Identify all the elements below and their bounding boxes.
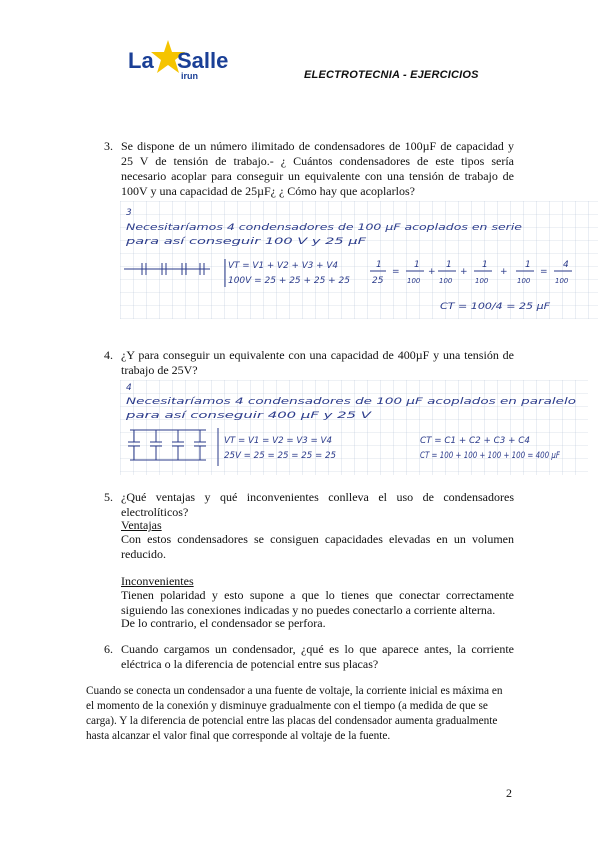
ventajas-text: Con estos condensadores se consiguen capacidades elevadas en un volumen reducido. <box>121 532 514 561</box>
svg-text:100: 100 <box>407 277 421 285</box>
logo-text-salle: Salle <box>177 48 229 73</box>
document-title: ELECTROTECNIA - EJERCICIOS <box>304 69 479 81</box>
hand-line-1: Necesitaríamos 4 condensadores de 100 µF acoplados en serie <box>126 223 523 233</box>
svg-text:100: 100 <box>475 277 489 285</box>
svg-text:+: + <box>500 267 508 277</box>
svg-text:25: 25 <box>372 276 384 286</box>
svg-text:100: 100 <box>439 277 453 285</box>
ventajas-label: Ventajas <box>121 518 162 532</box>
inconvenientes-text: Tienen polaridad y esto supone a que lo tienes que conectar correctamente siguiendo las conexiones indicadas y no puedes conectarlo a corriente alterna. <box>121 588 514 617</box>
hand-ct: CT = 100/4 = 25 µF <box>440 302 552 312</box>
svg-text:1: 1 <box>376 260 382 270</box>
la-salle-logo <box>128 38 238 83</box>
logo-text-la: La <box>128 48 154 73</box>
question-3-text: Se dispone de un número ilimitado de condensadores de 100µF de capacidad y 25 V de tensión de trabajo.- ¿ Cuántos condensadores de este tipos sería necesario acoplar para conseguir un equivalente con una tensión de trabajo de 100V y una capacidad de 25µF¿ ¿ Cómo hay que acoplarlos? <box>121 139 514 198</box>
question-5-text: ¿Qué ventajas y qué inconvenientes conlleva el uso de condensadores electrolíticos? <box>121 490 514 519</box>
inconvenientes-label: Inconvenientes <box>121 574 194 588</box>
svg-text:+: + <box>428 267 436 277</box>
hand-eq-3: CT = C1 + C2 + C3 + C4 <box>420 436 531 446</box>
svg-text:=: = <box>540 267 548 277</box>
hand-line-2: para así conseguir 100 V y 25 µF <box>124 237 368 247</box>
svg-text:=: = <box>392 267 400 277</box>
hand-eq-2: 25V = 25 = 25 = 25 = 25 <box>224 451 337 461</box>
handwritten-answer-3 <box>120 201 598 319</box>
question-4-number: 4. <box>104 348 113 362</box>
hand-line-1: Necesitaríamos 4 condensadores de 100 µF acoplados en paralelo <box>126 397 577 407</box>
hand-eq-4: CT = 100 + 100 + 100 + 100 = 400 µF <box>420 451 561 461</box>
question-3-number: 3. <box>104 139 113 153</box>
svg-text:+: + <box>460 267 468 277</box>
handwritten-answer-4 <box>120 380 588 475</box>
hand-eq-2: 100V = 25 + 25 + 25 + 25 <box>228 276 351 286</box>
answer-paragraph: Cuando se conecta un condensador a una fuente de voltaje, la corriente inicial es máxima en el momento de la conexión y disminuye gradualmente con el tiempo (a medida de que se carga). Y la diferencia de potencial entre las placas del condensador aumenta gradualmente hasta alcanzar el valor final que corresponde al voltaje de la fuente. <box>86 685 503 742</box>
hand-eq-1: VT = V1 = V2 = V3 = V4 <box>224 436 333 446</box>
svg-text:100: 100 <box>517 277 531 285</box>
question-5-number: 5. <box>104 490 113 504</box>
svg-text:100: 100 <box>555 277 569 285</box>
svg-text:1: 1 <box>414 260 420 270</box>
hand-number: 4 <box>126 383 132 393</box>
question-6-number: 6. <box>104 642 113 656</box>
inconvenientes-text-2: De lo contrario, el condensador se perfora. <box>121 616 326 630</box>
svg-text:1: 1 <box>482 260 488 270</box>
hand-eq-1: VT = V1 + V2 + V3 + V4 <box>228 261 339 271</box>
hand-number: 3 <box>126 208 132 218</box>
question-6-text: Cuando cargamos un condensador, ¿qué es lo que aparece antes, la corriente eléctrica o la diferencia de potencial entre sus placas? <box>121 642 514 671</box>
svg-text:1: 1 <box>525 260 531 270</box>
question-4-text: ¿Y para conseguir un equivalente con una capacidad de 400µF y una tensión de trabajo de 25V? <box>121 348 514 377</box>
svg-text:1: 1 <box>446 260 452 270</box>
hand-line-2: para así conseguir 400 µF y 25 V <box>124 411 373 421</box>
svg-text:4: 4 <box>563 260 569 270</box>
page-number: 2 <box>506 786 512 800</box>
logo-text-irun: irun <box>181 71 198 81</box>
